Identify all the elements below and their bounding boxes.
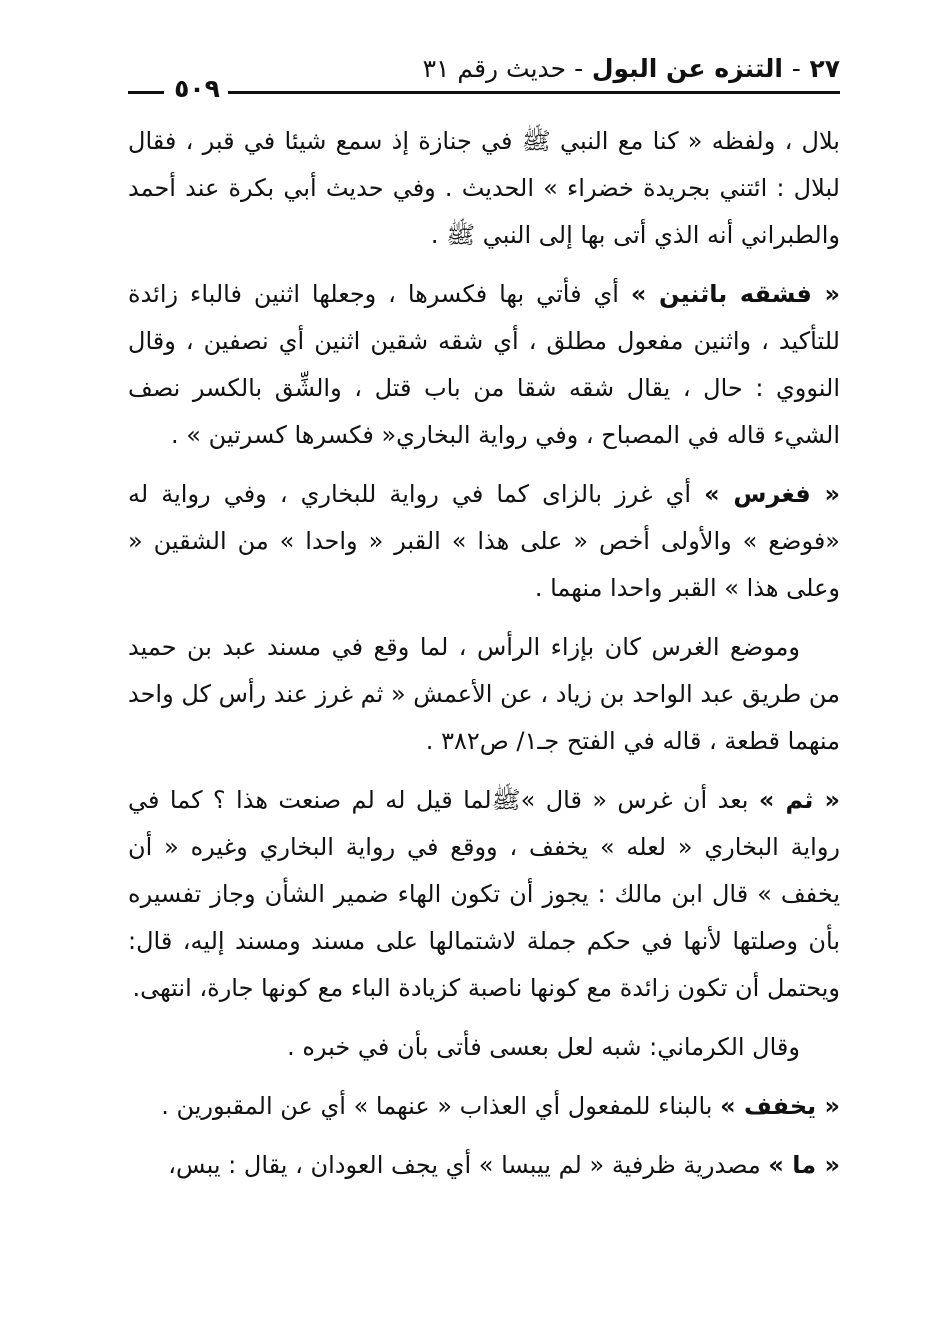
- paragraph-lead-term: « فشقه باثنين »: [630, 280, 841, 308]
- header-separator: -: [791, 54, 801, 83]
- paragraph: [128, 118, 840, 259]
- paragraph-lead-term: « ثم »: [758, 786, 840, 814]
- paragraph-text: أي غرز بالزاى كما في رواية للبخاري ، وفي رواية له «فوضع » والأولى أخص « على هذا » القبر « واحدا » من الشقين « وعلى هذا » القبر واحدا منهما .: [128, 480, 840, 602]
- paragraph: [128, 1083, 840, 1130]
- page-body: [128, 118, 840, 1201]
- paragraph-text: بلال ، ولفظه « كنا مع النبي ﷺ في جنازة إذ سمع شيئا في قبر ، فقال لبلال : ائتني بجريدة خضراء » الحديث . وفي حديث أبي بكرة عند أحمد والطبراني أنه الذي أتى بها إلى النبي ﷺ .: [128, 127, 840, 249]
- paragraph-text: مصدرية ظرفية « لم ييبسا » أي يجف العودان ، يقال : يبس،: [168, 1151, 769, 1179]
- paragraph-text: بعد أن غرس « قال »ﷺلما قيل له لم صنعت هذا ؟ كما في رواية البخاري « لعله » يخفف ، ووقع في رواية البخاري وغيره « أن يخفف » قال ابن مالك : يجوز أن تكون الهاء ضمير الشأن وجاز تفسيره بأن وصلتها لأنها في حكم جملة لاشتمالها على مسند ومسند إليه، قال: ويحتمل أن تكون زائدة مع كونها ناصبة كزيادة الباء مع كونها جارة، انتهى.: [128, 786, 840, 1002]
- paragraph: [128, 1024, 840, 1071]
- chapter-number: ٢٧: [809, 54, 840, 83]
- running-header: [128, 52, 840, 103]
- paragraph-text: وقال الكرماني: شبه لعل بعسى فأتى بأن في خبره .: [287, 1033, 800, 1061]
- paragraph: [128, 1142, 840, 1189]
- paragraph-text: وموضع الغرس كان بإزاء الرأس ، لما وقع في مسند عبد بن حميد من طريق عبد الواحد بن زياد ، عن الأعمش « ثم غرز عند رأس كل واحد منهما قطعة ، قاله في الفتح جـ١/ ص٣٨٢ .: [128, 633, 840, 755]
- hadith-label: - حديث رقم ٣١: [422, 54, 584, 83]
- paragraph-lead-term: « يخفف »: [720, 1092, 840, 1120]
- running-header-title: [423, 52, 840, 86]
- paragraph: [128, 777, 840, 1012]
- chapter-title: التنزه عن البول: [591, 54, 783, 83]
- paragraph-lead-term: « ما »: [768, 1151, 840, 1179]
- paragraph: [128, 624, 840, 765]
- paragraph-text: أي فأتي بها فكسرها ، وجعلها اثنين فالباء زائدة للتأكيد ، واثنين مفعول مطلق ، أي شقه شقين اثنين أي نصفين ، وقال النووي : حال ، يقال شقه شقا من باب قتل ، والشِّق بالكسر نصف الشيء قاله في المصباح ، وفي رواية البخاري« فكسرها كسرتين » .: [128, 280, 840, 449]
- header-left-rule: [128, 91, 164, 94]
- paragraph-text: بالبناء للمفعول أي العذاب « عنهما » أي عن المقبورين .: [161, 1092, 721, 1120]
- paragraph: [128, 271, 840, 459]
- page-number: ٥٠٩: [174, 74, 220, 103]
- paragraph-lead-term: « فغرس »: [704, 480, 840, 508]
- header-rule: [228, 91, 840, 94]
- paragraph: [128, 471, 840, 612]
